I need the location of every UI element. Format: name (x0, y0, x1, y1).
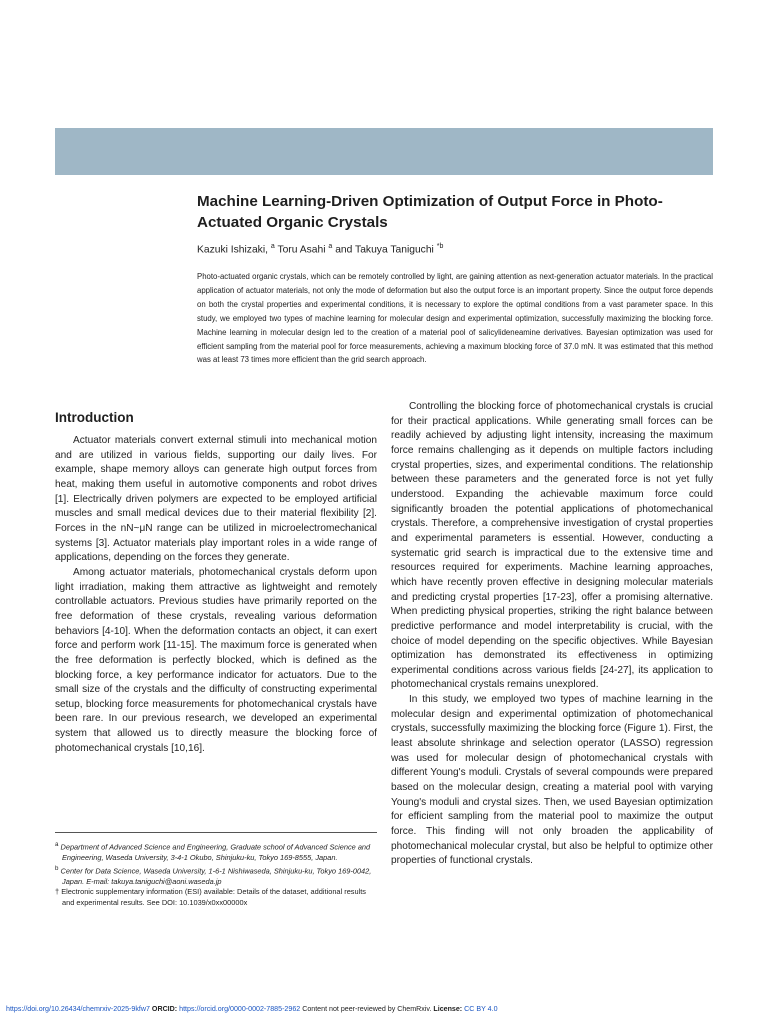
footnote-text: Department of Advanced Science and Engineering, Graduate school of Advanced Science and Engineering, Waseda University, 3-4-1 Okubo, Shinjuku-ku, Tokyo 169-8555, Japan. (60, 842, 371, 863)
author-name: and Takuya Taniguchi (335, 244, 434, 256)
footnote-mark: † (55, 887, 60, 897)
peer-review-notice: Content not peer-reviewed by ChemRxiv. (302, 1005, 432, 1013)
footnote-text: Center for Data Science, Waseda University, 1-6-1 Nishiwaseda, Shinjuku-ku, Tokyo 169-0042, Japan. E-mail: takuya.taniguchi@aoni.waseda.jp (60, 866, 372, 886)
affiliation-mark: a (328, 243, 333, 250)
license-link[interactable]: CC BY 4.0 (464, 1005, 498, 1013)
footnote-mark: b (55, 864, 59, 872)
section-heading-introduction: Introduction (55, 410, 134, 425)
left-column (55, 434, 377, 756)
abstract: Photo-actuated organic crystals, which can be remotely controlled by light, are gaining attention as next-generation actuator materials. In the practical application of actuator materials, not only the mode of deformation but also the output force is an important property. Since the output force depends on both the crystal properties and experimental conditions, it is necessary to explore the optimal conditions from a vast parameter space. In this study, we employed two types of machine learning for molecular design and experimental optimization, successfully maximizing the blocking force. Machine learning in molecular design led to the creation of a material pool of salicylideneamine derivatives. Bayesian optimization was used for efficient sampling from the material pool for force measurements, achieving a maximum blocking force of 37.0 mN. It was estimated that this method was at least 73 times more efficient than the grid search approach. (197, 272, 713, 365)
footnote-affiliation-a (55, 840, 377, 864)
author-list (197, 243, 717, 255)
doi-link[interactable]: https://doi.org/10.26434/chemrxiv-2025-9kfw7 (6, 1005, 150, 1013)
footnote-text: Electronic supplementary information (ESI) available: Details of the dataset, additional results and experimental results. See DOI: 10.1039/x0xx00000x (61, 887, 367, 907)
footnote-esi (55, 887, 377, 908)
author-name: Toru Asahi (277, 244, 326, 256)
body-paragraph: In this study, we employed two types of machine learning in the molecular design and experimental optimization of photomechanical crystals, successfully maximizing the blocking force (Figure 1). First, the least absolute shrinkage and selection operator (LASSO) regression was used for molecular design of photomechanical crystals with different Young's moduli. Crystals of several compounds were prepared based on the molecular design, creating a material pool with varying Young's moduli and crystal sizes. Then, we used Bayesian optimization for efficient sampling from the material pool to maximize the output force. This finding will not only broaden the applicability of photomechanical molecular crystal, but also be helpful to optimize other properties of functional crystals. (391, 694, 713, 867)
license-label: License: (433, 1005, 463, 1013)
right-column (391, 400, 713, 869)
orcid-link[interactable]: https://orcid.org/0000-0002-7885-2962 (179, 1005, 301, 1013)
body-paragraph: Actuator materials convert external stimuli into mechanical motion and are utilized in various fields, supporting our daily lives. For example, shape memory alloys can generate high output forces from heat, making them useful in automotive components and robot drives [1]. Electrically driven polymers are expected to be employed artificial muscles and small medical devices due to their material flexibility [2]. Forces in the nN~μN range can be utilized in microelectromechanical systems [3]. Actuator materials play important roles in a wide range of applications, depending on the forces they generate. (55, 435, 377, 564)
footnotes (55, 840, 377, 909)
footnote-mark: a (55, 841, 59, 848)
footnote-affiliation-b (55, 864, 377, 888)
header-banner (55, 128, 713, 175)
orcid-label: ORCID: (151, 1005, 178, 1013)
footnote-divider (55, 832, 377, 833)
page-footer (6, 1005, 766, 1013)
author-name: Kazuki Ishizaki, (197, 244, 268, 256)
affiliation-mark: a (270, 243, 275, 250)
body-paragraph: Among actuator materials, photomechanical crystals deform upon light irradiation, making them attractive as lightweight and remotely controllable actuators. Previous studies have primarily reported on the free deformation of these crystals, revealing various deformation behaviors [4-10]. When the deformation contacts an object, it can exert force and perform work [11-15]. The maximum force is generated when the free deformation is perfectly blocked, which is defined as the blocking force, a key performance indicator for actuators. Due to the small size of the crystals and the difficulty of constructing experimental setup, blocking force measurements for photomechanical crystals have been rare. In our previous research, we developed an experimental system that allowed us to directly measure the blocking force of photomechanical crystals [10,16]. (55, 566, 377, 754)
affiliation-mark: *b (436, 243, 444, 250)
paper-title: Machine Learning-Driven Optimization of Output Force in Photo-Actuated Organic Crystals (197, 193, 663, 231)
body-paragraph: Controlling the blocking force of photomechanical crystals is crucial for their practical applications. While generating small forces can be readily achieved by adjusting light intensity, increasing the maximum force remains challenging as it depends on multiple factors including crystal properties, sizes, and experimental conditions. The relationship between these parameters and the generated force is not yet fully understood. Expanding the achievable maximum force could significantly broaden the potential applications of photomechanical crystals. Therefore, a comprehensive investigation of crystal properties and experimental parameters is essential. However, conducting a systematic grid search is impractical due to the extensive time and resources required for experiments. Machine learning approaches, which have recently proven effective in designing molecular materials and predicting crystal properties [17-23], offer a promising alternative. When predicting physical properties, striking the right balance between predictive performance and model interpretability is crucial, with the choice of model depending on the specific objectives. While Bayesian optimization has demonstrated its effectiveness in optimizing experimental conditions across various fields [24-27], its application to photomechanical crystals remains unexplored. (391, 401, 713, 691)
